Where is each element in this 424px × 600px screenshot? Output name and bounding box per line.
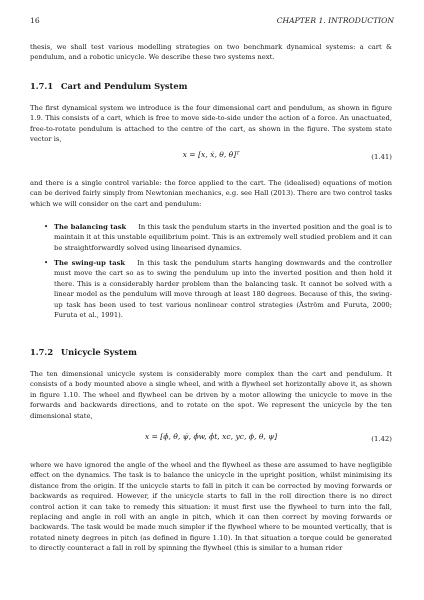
section-heading-cart-pendulum bbox=[30, 81, 187, 91]
equation-body: x = [x, ẋ, θ, θ̇]ᵀ bbox=[182, 150, 240, 159]
equation-1-41 bbox=[30, 150, 392, 166]
equation-body: x = [ϕ̇, θ̇, ψ̇, ϕ̇w, ϕ̇t, xc, yc, ϕ, θ, ψ] bbox=[144, 432, 278, 441]
bullet-dot: • bbox=[44, 223, 49, 231]
bullet-title: The swing-up task bbox=[54, 259, 126, 267]
bullet-text: In this task the pendulum starts in the inverted position and the goal is to maintain it at this unstable equilibrium point. This is an extremely well studied problem and it can be straightforwardly solved using linearised dynamics. bbox=[54, 223, 392, 252]
bullet-text: In this task the pendulum starts hanging downwards and the controller must move the cart so as to swing the pendulum up into the inverted position and then hold it there. This is a considerably harder problem than the balancing task. It cannot be solved with a linear model as the pendulum will move through at least 180 degrees. Because of this, the swing-up task has been used to test various nonlinear control strategies (Åström and Furuta, 2000; Furuta et al., 1991). bbox=[54, 259, 393, 320]
equation-number: (1.42) bbox=[371, 435, 392, 443]
unicycle-paragraph-1: The ten dimensional unicycle system is considerably more complex than the cart and pendulum. It consists of a body mounted above a single wheel, and with a flywheel set horizontally above it, as shown in figure 1.10. The wheel and flywheel can be driven by a motor allowing the unicycle to move in the forwards and backwards directions, and to rotate on the spot. We represent the unicycle by the ten dimensional state, bbox=[30, 370, 392, 420]
intro-paragraph: thesis, we shall test various modelling strategies on two benchmark dynamical systems: a cart & pendulum, and a robotic unicycle. We describe these two systems next. bbox=[30, 43, 392, 62]
cart-pendulum-paragraph-1: The first dynamical system we introduce is the four dimensional cart and pendulum, as shown in figure 1.9. This consists of a cart, which is free to move side-to-side under the action of a force. An unactuated, free-to-rotate pendulum is attached to the centre of the cart, as shown in the figure. The system state vector is, bbox=[30, 104, 392, 144]
section-title: Cart and Pendulum System bbox=[60, 81, 188, 91]
chapter-title: CHAPTER 1. INTRODUCTION bbox=[276, 16, 394, 25]
bullet-title: The balancing task bbox=[54, 223, 127, 231]
bullet-dot: • bbox=[44, 259, 49, 267]
section-number: 1.7.1 bbox=[30, 81, 54, 91]
cart-pendulum-paragraph-2: and there is a single control variable: the force applied to the cart. The (idealised) equations of motion can be derived fairly simply from Newtonian mechanics, e.g. see Hall (2013). There are two control tasks which we will consider on the cart and pendulum: bbox=[30, 179, 392, 208]
bullet-swing-up-task bbox=[44, 258, 393, 320]
section-number: 1.7.2 bbox=[30, 347, 54, 357]
section-heading-unicycle bbox=[30, 347, 137, 357]
equation-1-42 bbox=[30, 432, 392, 448]
running-header bbox=[30, 16, 394, 28]
unicycle-paragraph-2: where we have ignored the angle of the wheel and the flywheel as these are assumed to have negligible effect on the dynamics. The task is to balance the unicycle in the upright position, whilst minimising its distance from the origin. If the unicycle starts to fall in pitch it can be corrected by moving forwards or backwards as required. However, if the unicycle starts to fall in the roll direction there is no direct control action it can take to remedy this situation: it must first use the flywheel to turn into the fall, replacing and angle in roll with an angle in pitch, which it can then correct by moving forwards or backwards. The task would be made much simpler if the flywheel where to be mounted vertically, that is rotated ninety degrees in pitch (as defined in figure 1.10). In that situation a torque could be generated to directly counteract a fall in roll by spinning the flywheel (this is similar to a human rider bbox=[30, 461, 392, 553]
equation-number: (1.41) bbox=[371, 153, 392, 161]
section-title: Unicycle System bbox=[60, 347, 137, 357]
page-number: 16 bbox=[30, 16, 40, 25]
bullet-balancing-task bbox=[44, 222, 392, 253]
